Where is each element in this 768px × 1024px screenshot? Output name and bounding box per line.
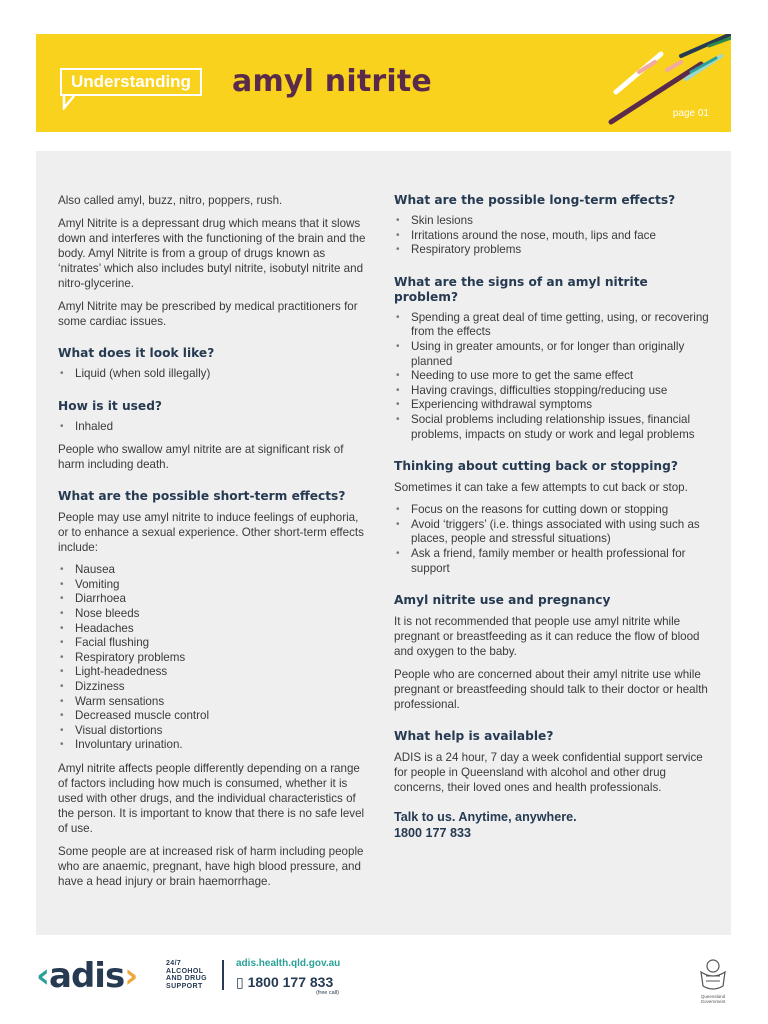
list-item: • Warm sensations bbox=[58, 695, 368, 710]
heading-signs: What are the signs of an amyl nitrite problem? bbox=[394, 274, 648, 304]
footer bbox=[36, 950, 731, 1010]
look-list bbox=[58, 367, 368, 382]
intro-prescribed: Amyl Nitrite may be prescribed by medical practitioners for some cardiac issues. bbox=[58, 300, 358, 328]
list-item: • Needing to use more to get the same effect bbox=[394, 369, 714, 384]
used-warning: People who swallow amyl nitrite are at significant risk of harm including death. bbox=[58, 443, 344, 472]
chevron-right-icon: › bbox=[124, 956, 138, 996]
government-label: Queensland Government bbox=[700, 994, 726, 1004]
list-item: • Vomiting bbox=[58, 578, 368, 593]
cta-talk: Talk to us. Anytime, anywhere. bbox=[394, 810, 577, 825]
left-column bbox=[58, 193, 368, 897]
phone-number[interactable] bbox=[236, 974, 333, 991]
heading-used: How is it used? bbox=[58, 398, 162, 413]
heading-short-term: What are the possible short-term effects? bbox=[58, 489, 346, 504]
tagline-line: SUPPORT bbox=[166, 982, 203, 990]
content-panel bbox=[36, 151, 731, 935]
used-list bbox=[58, 420, 368, 435]
heading-cutting-back: Thinking about cutting back or stopping? bbox=[394, 459, 678, 474]
phone-icon: ▯ bbox=[236, 974, 244, 990]
list-item: • Social problems including relationship issues, financial problems, impacts on study or work and legal problems bbox=[394, 413, 714, 442]
list-item: • Using in greater amounts, or for longer than originally planned bbox=[394, 340, 714, 369]
intro-aliases: Also called amyl, buzz, nitro, poppers, rush. bbox=[58, 194, 283, 207]
list-item: • Headaches bbox=[58, 622, 368, 637]
list-item: • Ask a friend, family member or health professional for support bbox=[394, 547, 714, 576]
list-item: • Spending a great deal of time getting, using, or recovering from the effects bbox=[394, 311, 714, 340]
list-item: • Diarrhoea bbox=[58, 592, 368, 607]
tagline-line: AND DRUG bbox=[166, 975, 207, 982]
help-text: ADIS is a 24 hour, 7 day a week confidential support service for people in Queensland with alcohol and other drug concerns, their loved ones and health professionals. bbox=[394, 751, 703, 795]
short-term-list bbox=[58, 563, 368, 753]
list-item: • Facial flushing bbox=[58, 636, 368, 651]
cta-phone[interactable]: 1800 177 833 bbox=[394, 826, 472, 841]
list-item: • Involuntary urination. bbox=[58, 738, 368, 753]
adis-logo bbox=[36, 956, 137, 996]
heading-pregnancy: Amyl nitrite use and pregnancy bbox=[394, 593, 611, 608]
understanding-badge: Understanding bbox=[60, 68, 202, 96]
phone-number-text: 1800 177 833 bbox=[247, 974, 334, 990]
free-call-label: (free call) bbox=[316, 990, 339, 996]
list-item: • Visual distortions bbox=[58, 724, 368, 739]
tagline-line: 24/7 bbox=[166, 960, 182, 967]
list-item: • Nose bleeds bbox=[58, 607, 368, 622]
signs-list bbox=[394, 311, 714, 442]
list-item: • Dizziness bbox=[58, 680, 368, 695]
list-item: • Irritations around the nose, mouth, lips and face bbox=[394, 229, 714, 244]
cutting-list bbox=[394, 503, 714, 576]
list-item: • Focus on the reasons for cutting down or stopping bbox=[394, 503, 714, 518]
queensland-crest-icon bbox=[696, 956, 730, 994]
right-column bbox=[394, 193, 714, 841]
cutting-intro: Sometimes it can take a few attempts to cut back or stop. bbox=[394, 481, 688, 495]
short-term-intro: People may use amyl nitrite to induce feelings of euphoria, or to enhance a sexual experience. Other short-term effects include: bbox=[58, 511, 364, 555]
long-term-list bbox=[394, 214, 714, 258]
pregnancy-text-1: It is not recommended that people use amyl nitrite while pregnant or breastfeeding as it can reduce the flow of blood and oxygen to the baby. bbox=[394, 615, 700, 659]
tagline bbox=[166, 960, 207, 990]
list-item: • Avoid ‘triggers’ (i.e. things associated with using such as places, people and stressful situations) bbox=[394, 518, 714, 547]
heading-long-term: What are the possible long-term effects? bbox=[394, 193, 676, 207]
effects-variability: Amyl nitrite affects people differently depending on a range of factors including how much is consumed, whether it is used with other drugs, and the individual characteristics of the person. It is important to know that there is no safe level of use. bbox=[58, 761, 365, 835]
adis-logo-text: adis bbox=[49, 956, 125, 996]
heading-help: What help is available? bbox=[394, 729, 554, 744]
increased-risk: Some people are at increased risk of harm including people who are anaemic, pregnant, have high blood pressure, and have a head injury or brain haemorrhage. bbox=[58, 844, 364, 888]
list-item: • Nausea bbox=[58, 563, 368, 578]
list-item: • Liquid (when sold illegally) bbox=[58, 367, 368, 382]
footer-divider bbox=[222, 960, 224, 990]
list-item: • Light-headedness bbox=[58, 665, 368, 680]
pregnancy-text-2: People who are concerned about their amyl nitrite use while pregnant or breastfeeding should talk to their doctor or health professional. bbox=[394, 668, 708, 712]
list-item: • Having cravings, difficulties stopping/reducing use bbox=[394, 384, 714, 399]
website-link[interactable]: adis.health.qld.gov.au bbox=[236, 958, 341, 969]
list-item: • Inhaled bbox=[58, 420, 368, 435]
page-number: page 01 bbox=[672, 108, 709, 119]
list-item: • Decreased muscle control bbox=[58, 709, 368, 724]
heading-look: What does it look like? bbox=[58, 346, 215, 360]
page-title: amyl nitrite bbox=[232, 64, 432, 99]
list-item: • Respiratory problems bbox=[394, 243, 714, 258]
list-item: • Skin lesions bbox=[394, 214, 714, 229]
tagline-line: ALCOHOL bbox=[166, 967, 204, 975]
list-item: • Respiratory problems bbox=[58, 651, 368, 666]
chevron-left-icon: ‹ bbox=[36, 956, 50, 996]
intro-description: Amyl Nitrite is a depressant drug which means that it slows down and interferes with the functioning of the brain and the body. Amyl Nitrite is from a group of drugs known as ‘nitrates’ which also includes butyl nitrite, isobutyl nitrite and nitro-glycerine. bbox=[58, 217, 366, 290]
speech-tail-icon bbox=[62, 96, 76, 110]
list-item: • Experiencing withdrawal symptoms bbox=[394, 398, 714, 413]
header-banner bbox=[36, 34, 731, 132]
